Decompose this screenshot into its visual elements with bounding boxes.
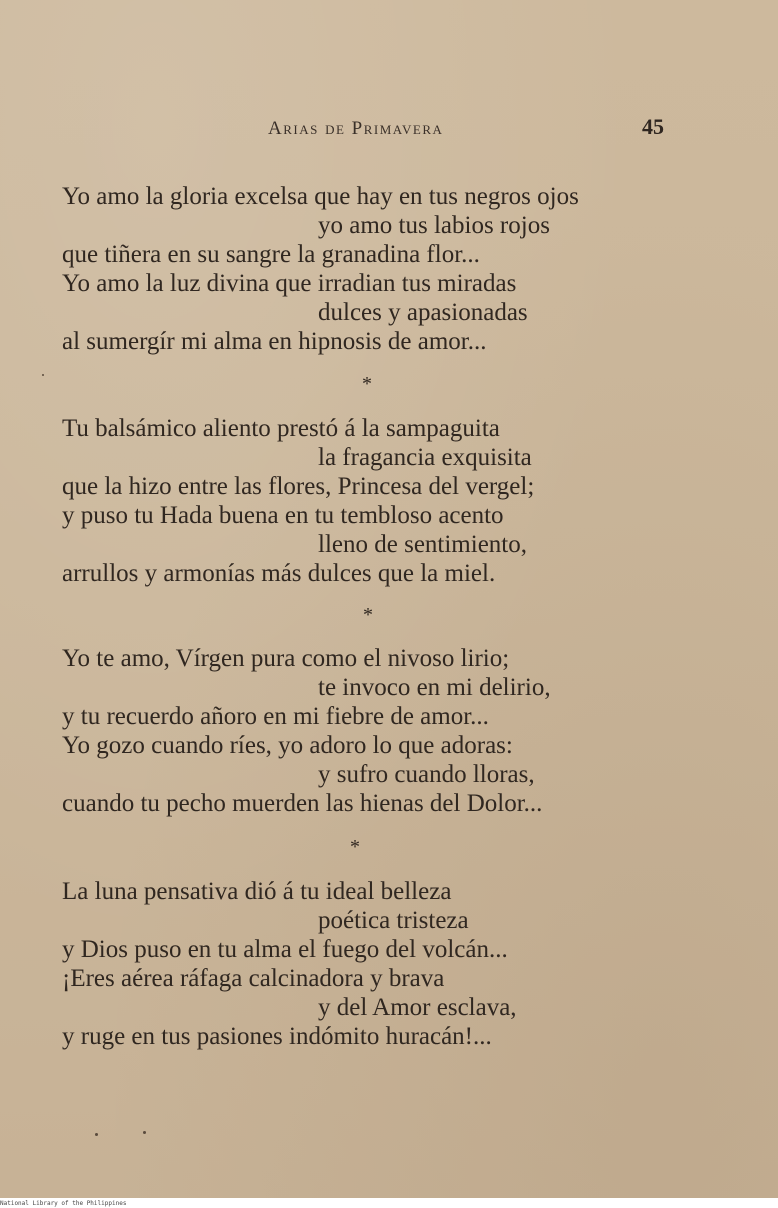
poem-line: que la hizo entre las flores, Princesa del vergel; [62,473,535,500]
poem-line: Yo amo la gloria excelsa que hay en tus negros ojos [62,183,579,210]
stanza-separator: * [350,836,360,858]
poem-line: y sufro cuando lloras, [318,761,535,788]
stanza-separator: * [362,373,372,395]
poem-line: yo amo tus labios rojos [318,212,550,239]
poem-line: al sumergír mi alma en hipnosis de amor... [62,328,487,355]
stanza-separator: * [363,604,373,626]
paper-speck [95,1133,98,1136]
poem-line: y del Amor esclava, [318,994,517,1021]
poem-line: cuando tu pecho muerden las hienas del Dolor... [62,790,543,817]
poem-line: y tu recuerdo añoro en mi fiebre de amor... [62,703,489,730]
poem-line: y puso tu Hada buena en tu tembloso acento [62,502,504,529]
poem-line: que tiñera en su sangre la granadina flor... [62,241,480,268]
paper-speck [42,374,44,376]
poem-line: Yo amo la luz divina que irradian tus miradas [62,270,517,297]
page-number: 45 [642,114,664,139]
page-header [0,114,778,144]
poem-line: Yo te amo, Vírgen pura como el nivoso lirio; [62,645,510,672]
poem-line: y Dios puso en tu alma el fuego del volcán... [62,936,508,963]
poem-line: La luna pensativa dió á tu ideal belleza [62,878,452,905]
poem-line: la fragancia exquisita [318,444,532,471]
poem-line: lleno de sentimiento, [318,531,527,558]
paper-speck [143,1131,146,1134]
poem-line: Tu balsámico aliento prestó á la sampaguita [62,415,500,442]
poem-line: y ruge en tus pasiones indómito huracán!... [62,1023,492,1050]
poem-line: ¡Eres aérea ráfaga calcinadora y brava [62,965,445,992]
poem-line: poética tristeza [318,907,469,934]
poem-line: arrullos y armonías más dulces que la miel. [62,560,496,587]
poem-line: Yo gozo cuando ríes, yo adoro lo que adoras: [62,732,513,759]
library-credit: National Library of the Philippines [0,1200,127,1207]
poem-line: dulces y apasionadas [318,299,528,326]
poem-line: te invoco en mi delirio, [318,674,551,701]
running-title: Arias de Primavera [268,118,444,139]
